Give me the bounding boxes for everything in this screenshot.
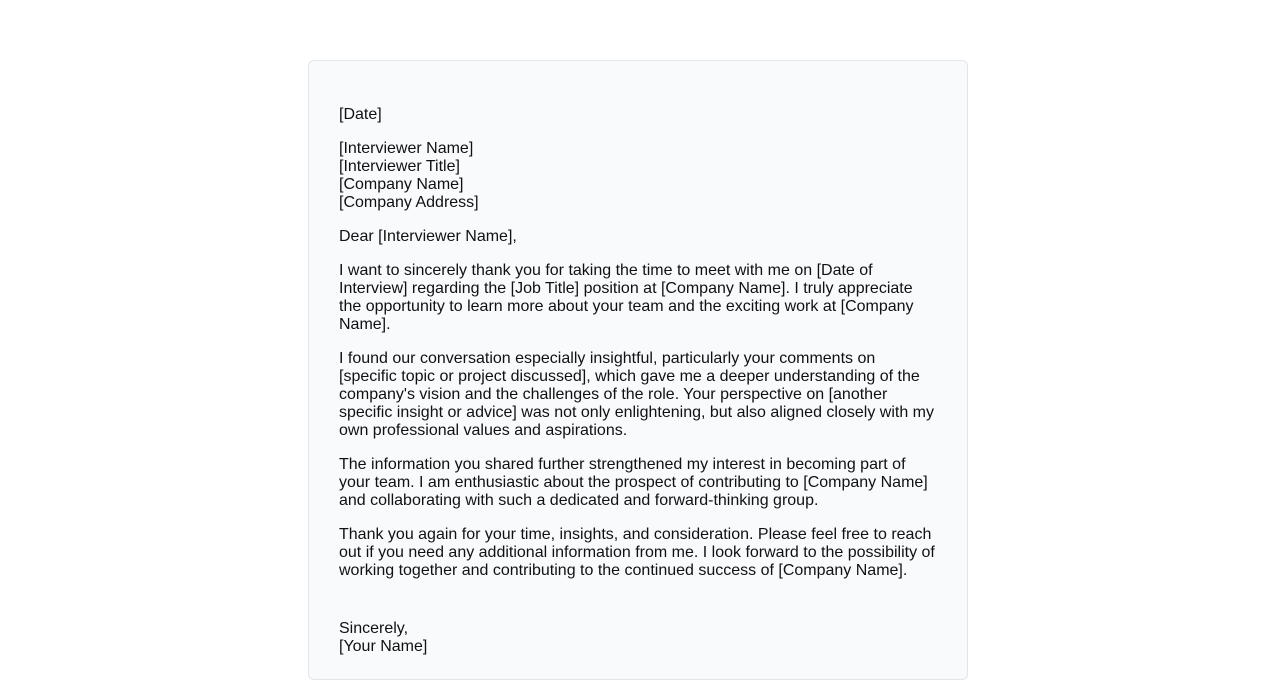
recipient-title: [Interviewer Title] (339, 158, 460, 175)
recipient-address: [Company Address] (339, 194, 479, 211)
letter-date: [Date] (339, 106, 382, 123)
letter-card (308, 60, 968, 680)
recipient-block (339, 140, 937, 212)
recipient-company: [Company Name] (339, 176, 464, 193)
body-paragraph-3: The information you shared further strengthened my interest in becoming part of your team. I am enthusiastic about the prospect of contributing to [Company Name] and collaborating with such a dedicated and forward-thinking group. (339, 456, 928, 509)
body-paragraph-2: I found our conversation especially insightful, particularly your comments on [specific topic or project discussed], which gave me a deeper understanding of the company's vision and the challenges of the role. Your perspective on [another specific insight or advice] was not only enlightening, but also aligned closely with my own professional values and aspirations. (339, 350, 934, 439)
closing: Sincerely, (339, 620, 409, 637)
salutation: Dear [Interviewer Name], (339, 228, 517, 245)
body-paragraph-1: I want to sincerely thank you for taking the time to meet with me on [Date of Interview] regarding the [Job Title] position at [Company Name]. I truly appreciate the opportunity to learn more about your team and the exciting work at [Company Name]. (339, 262, 914, 333)
body-paragraph-4: Thank you again for your time, insights, and consideration. Please feel free to reach out if you need any additional information from me. I look forward to the possibility of working together and contributing to the continued success of [Company Name]. (339, 526, 935, 579)
recipient-name: [Interviewer Name] (339, 140, 474, 157)
signature: [Your Name] (339, 638, 428, 655)
closing-block (339, 620, 937, 656)
